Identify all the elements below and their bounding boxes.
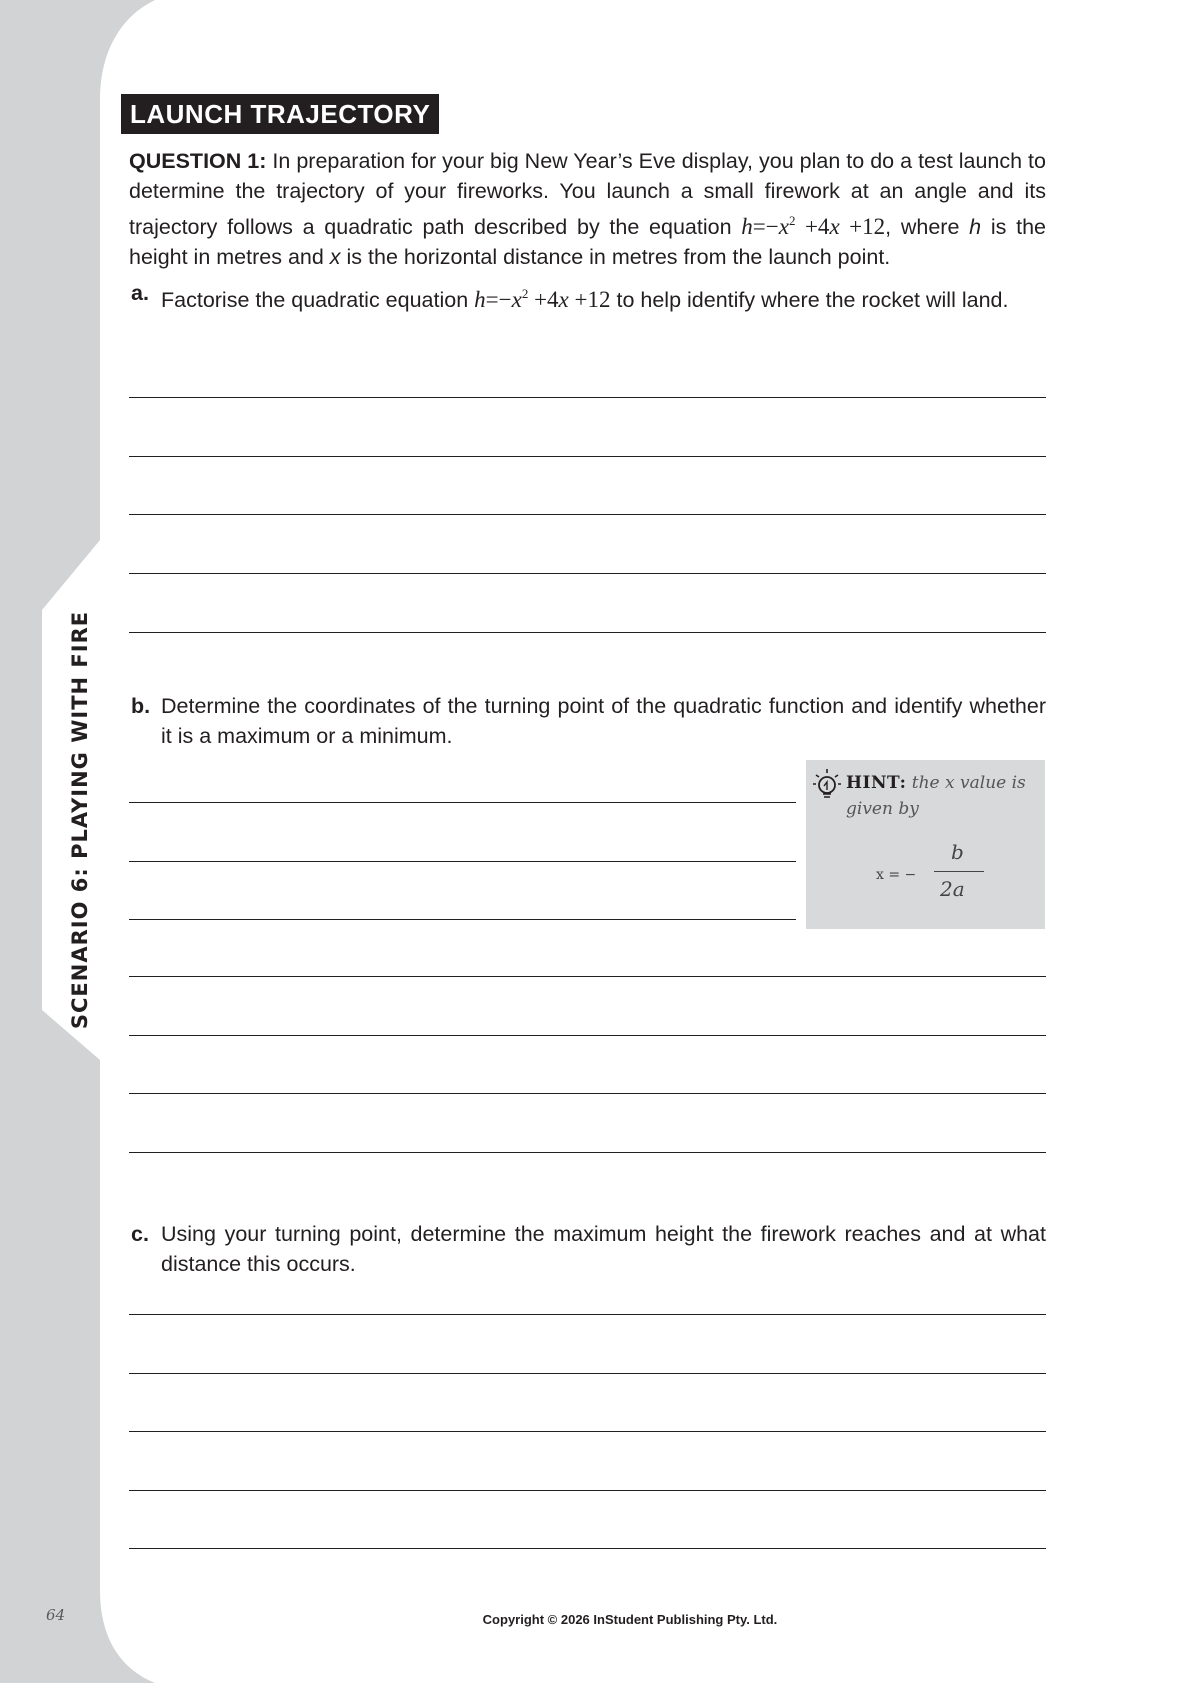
answer-line-a-3[interactable] bbox=[129, 514, 1046, 515]
answer-line-b-2[interactable] bbox=[129, 861, 796, 862]
lightbulb-icon bbox=[812, 766, 842, 806]
part-a-letter: a. bbox=[131, 281, 149, 305]
section-heading: LAUNCH TRAJECTORY bbox=[121, 94, 439, 134]
answer-line-a-1[interactable] bbox=[129, 397, 1046, 398]
question-1-text bbox=[129, 147, 1046, 272]
part-a-text-2: to help identify where the rocket will land. bbox=[610, 288, 1009, 312]
answer-line-c-2[interactable] bbox=[129, 1373, 1046, 1374]
part-b-text: Determine the coordinates of the turning point of the quadratic function and identify whether it is a maximum or a minimum. bbox=[161, 694, 1046, 748]
hint-formula-lhs: x = − bbox=[876, 867, 917, 883]
copyright-notice: Copyright © 2026 InStudent Publishing Pty. Ltd. bbox=[482, 1612, 778, 1627]
answer-line-c-5[interactable] bbox=[129, 1548, 1046, 1549]
question-1-text-4: is the horizontal distance in metres from the launch point. bbox=[340, 244, 891, 269]
part-a-equation: $h=-x^2 +4x +12$ bbox=[474, 286, 611, 312]
x-variable: x bbox=[329, 244, 341, 269]
part-a-text-1: Factorise the quadratic equation bbox=[161, 288, 475, 312]
question-1-text-3: is the height in metres and bbox=[129, 215, 1046, 269]
answer-line-b-7[interactable] bbox=[129, 1152, 1046, 1153]
question-1-text-1: In preparation for your big New Year’s Eve display, you plan to do a test launch to determine the trajectory of your fireworks. You launch a small firework at an angle and its trajectory follows a quadratic path described by the equation bbox=[129, 149, 1046, 239]
answer-line-b-1[interactable] bbox=[129, 802, 796, 803]
hint-box bbox=[806, 760, 1045, 929]
hint-fraction-bar bbox=[934, 871, 984, 872]
hint-label: HINT: bbox=[846, 773, 907, 793]
h-variable: h bbox=[969, 215, 982, 239]
answer-line-b-5[interactable] bbox=[129, 1035, 1046, 1036]
answer-line-a-4[interactable] bbox=[129, 573, 1046, 574]
answer-line-b-6[interactable] bbox=[129, 1093, 1046, 1094]
hint-formula bbox=[876, 840, 996, 910]
part-c-question bbox=[129, 1220, 1046, 1279]
question-1-lead: QUESTION 1: bbox=[129, 149, 267, 173]
page-number: 64 bbox=[46, 1606, 66, 1624]
hint-text bbox=[846, 770, 1036, 822]
question-1-text-2: , where bbox=[885, 215, 970, 239]
scenario-tab-label: SCENARIO 6: PLAYING WITH FIRE bbox=[68, 610, 92, 1030]
part-b-letter: b. bbox=[131, 694, 151, 718]
part-b-question bbox=[129, 692, 1046, 751]
part-a-question bbox=[129, 279, 1046, 316]
equation: $h=-x^2 +4x +12$ bbox=[741, 213, 886, 239]
answer-line-b-4[interactable] bbox=[129, 976, 1046, 977]
answer-line-b-3[interactable] bbox=[129, 919, 796, 920]
answer-line-a-5[interactable] bbox=[129, 632, 1046, 633]
part-c-letter: c. bbox=[131, 1222, 149, 1246]
part-c-text: Using your turning point, determine the maximum height the firework reaches and at what distance this occurs. bbox=[161, 1222, 1046, 1276]
answer-line-c-4[interactable] bbox=[129, 1490, 1046, 1491]
hint-formula-numerator: b bbox=[951, 840, 964, 864]
answer-line-c-1[interactable] bbox=[129, 1314, 1046, 1315]
hint-body: the x value is given by bbox=[846, 773, 1026, 819]
answer-line-c-3[interactable] bbox=[129, 1431, 1046, 1432]
answer-line-a-2[interactable] bbox=[129, 456, 1046, 457]
hint-formula-denominator: 2a bbox=[940, 877, 965, 901]
